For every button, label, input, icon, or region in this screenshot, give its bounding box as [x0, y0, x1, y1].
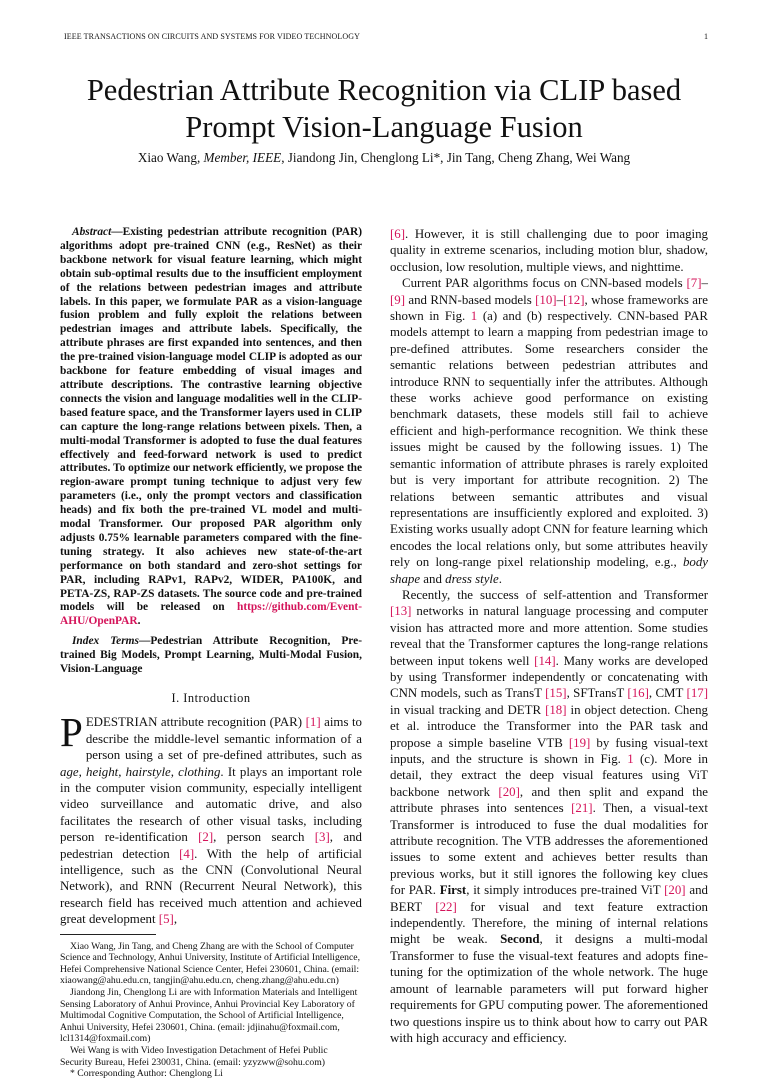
body-text: , CMT [648, 686, 687, 701]
citation-link[interactable]: [3] [314, 830, 330, 845]
body-text: in object detection. Cheng et al. introduce the Transformer into the PAR task and propose a simple baseline VTB [390, 702, 708, 750]
body-text: , SFTransT [566, 686, 628, 701]
paragraph-transformer [390, 587, 708, 1046]
emphasis: body shape [390, 555, 708, 586]
paragraph-par-algorithms [390, 275, 708, 587]
code-link[interactable]: https://github.com/Event-AHU/OpenPAR [60, 601, 362, 628]
citation-link[interactable]: [18] [545, 702, 567, 717]
abstract [60, 226, 362, 629]
section-heading: I. Introduction [171, 691, 251, 705]
emphasis-second: Second [500, 932, 540, 947]
citation-link[interactable]: [16] [627, 686, 649, 701]
attribute-examples: age, height, hairstyle, clothing [60, 764, 221, 779]
body-text: networks in natural language processing and computer vision has attracted more and more attention. Some studies reveal that the Transformer captures the long-range relations between input tokens well [390, 604, 708, 668]
right-column [390, 226, 708, 1046]
citation-link[interactable]: [20] [664, 883, 686, 898]
body-text: , it simply introduces pre-trained ViT [466, 883, 665, 898]
citation-link[interactable]: [17] [686, 686, 709, 701]
citation-link[interactable]: [10] [535, 292, 557, 307]
emphasis-first: First [439, 883, 467, 898]
authors-member: Member, IEEE [203, 150, 282, 165]
citation-link[interactable]: [13] [390, 604, 412, 619]
intro-text: , and pedestrian detection [60, 830, 362, 861]
body-text: and [420, 571, 446, 586]
intro-text: aims to describe the middle-level semantic information of a person using a set of pre-defined attributes, such as [85, 715, 362, 763]
left-column [60, 226, 362, 1080]
author-list [40, 150, 728, 166]
body-text: , and then split and expand the attribute phrases into sentences [390, 784, 709, 816]
body-text: – [556, 292, 564, 307]
abstract-label: Abstract [72, 226, 112, 238]
citation-link[interactable]: [9] [390, 292, 406, 307]
authors-part-b: , Jiandong Jin, Chenglong Li*, Jin Tang, Cheng Zhang, Wei Wang [281, 150, 631, 165]
body-text: , it designs a multi-modal Transformer to fuse the visual-text features and adopts fine-tuning for the optimization of the whole network. The huge amount of learnable parameters will put forward higher requirements for GPU computing power. The aforementioned two questions inspire us to think about how to carry out PAR with high accuracy and efficiency. [390, 932, 709, 1045]
footnote-affiliation-1: Xiao Wang, Jin Tang, and Cheng Zhang are with the School of Computer Science and Technology, Anhui University, Institute of Artificial Intelligence, Hefei Comprehensive National Science Center, Hefei 230601, China. (email: xiaowang@ahu.edu.cn, tangjin@ahu.edu.cn, cheng.zhang@ahu.edu.cn) [60, 940, 361, 987]
footnote-affiliation-2: Jiandong Jin, Chenglong Li are with Information Materials and Intelligent Sensing Laboratory of Anhui Province, Anhui Provincial Key Laboratory of Multimodal Cognitive Computation, the School of Artificial Intelligence, Anhui University, Hefei 230601, China. (email: jdjinahu@foxmail.com, lcl1314@foxmail.com) [60, 987, 358, 1045]
index-terms [60, 635, 362, 677]
index-terms-text: —Pedestrian Attribute Recognition, Pre-trained Big Models, Prompt Learning, Multi-Modal Fusion, Vision-Language [60, 635, 362, 676]
citation-link[interactable]: [20] [498, 784, 520, 799]
abstract-text: —Existing pedestrian attribute recognition (PAR) algorithms adopt pre-trained CNN (e.g., ResNet) as their backbone network for visual feature learning, which might obtain sub-optimal results due to the insufficient employment of the relations between pedestrian images and attribute labels. In this paper, we formulate PAR as a vision-language fusion problem and fully exploit the relations between pedestrian images and attribute labels. Specifically, the attribute phrases are first expanded into sentences, and then the pre-trained vision-language model CLIP is adopted as our backbone for feature embedding of visual images and attribute descriptions. The contrastive learning objective connects the vision and language modalities well in the CLIP-based feature space, and the Transformer layers used in CLIP can capture the long-range relations between pixels. Then, a multi-modal Transformer is adopted to fuse the dual features effectively and feed-forward network is used to predict attributes. To optimize our network efficiently, we propose the region-aware prompt tuning technique to adjust very few parameters (i.e., only the prompt vectors and classification heads) and fix both the pre-trained VL model and multi-modal Transformer. Our proposed PAR algorithm only adjusts 0.75% learnable parameters compared with the fine-tuning strategy. It also achieves new state-of-the-art performance on both standard and zero-shot settings for PAR, including RAPv1, RAPv2, WIDER, PA100K, and PETA-ZS, RAP-ZS datasets. The source code and pre-trained models will be released on [60, 226, 362, 614]
citation-link[interactable]: [1] [305, 715, 321, 730]
body-text: and BERT [390, 883, 708, 914]
intro-paragraph [60, 709, 362, 927]
body-text: (a) and (b) respectively. CNN-based PAR models attempt to learn a mapping from pedestrian image to pre-defined attributes. Some researchers consider the semantic relations between pedestrian attributes and introduce RNN to sequentially infer the attributes. Although these works achieve good performance on existing benchmark datasets, these models still fail to achieve efficient and high-performance recognition. We think these issues might be caused by the following issues. 1) The semantic information of attribute phrases is rarely exploited but is very important for attribute recognition. 2) The relations between semantic attributes and visual representations are insufficiently explored and exploited. 3) Existing works usually adopt CNN for feature learning which encodes the local relations only, but some attributes heavily rely on long-range pixel relationship modeling, e.g., [390, 309, 708, 570]
body-text: Current PAR algorithms focus on CNN-based models [402, 276, 687, 291]
intro-text: , [173, 912, 178, 927]
citation-link[interactable]: [5] [158, 912, 174, 927]
body-text: and RNN-based models [405, 292, 536, 307]
intro-text: EDESTRIAN attribute recognition (PAR) [85, 715, 306, 730]
running-head: IEEE TRANSACTIONS ON CIRCUITS AND SYSTEMS FOR VIDEO TECHNOLOGY [64, 32, 360, 41]
citation-link[interactable]: [14] [534, 653, 556, 668]
figure-link[interactable]: 1 [627, 752, 634, 766]
citation-link[interactable]: [21] [571, 801, 593, 816]
body-text: . Many works are developed by using Transformer independently or concatenating with CNN models, such as TransT [390, 653, 709, 701]
body-text: – [701, 276, 708, 291]
citation-link[interactable]: [12] [563, 292, 585, 307]
body-text: . However, it is still challenging due to poor imaging quality in extreme scenarios, including motion blur, shadow, occlusion, low resolution, multiple views, and nighttime. [390, 227, 708, 274]
emphasis: dress style [445, 571, 499, 586]
citation-link[interactable]: [19] [568, 735, 591, 750]
body-text: . Then, a visual-text Transformer is introduced to fuse the dual modalities for attribute recognition. The VTB addresses the aforementioned issues to some extent and achieves better results than previous works, but it still ignores the following key clues for PAR. [390, 801, 708, 898]
figure-link[interactable]: 1 [470, 309, 478, 324]
body-text: in visual tracking and DETR [390, 702, 546, 717]
page-number: 1 [704, 32, 708, 41]
body-text: (c). More in detail, they extract the deep visual features using ViT backbone network [390, 752, 708, 799]
paragraph-continued [390, 226, 708, 275]
authors-part-a: Xiao Wang, [137, 150, 204, 165]
citation-link[interactable]: [2] [198, 830, 214, 845]
citation-link[interactable]: [22] [435, 899, 457, 914]
body-text: by fusing visual-text inputs, and the structure is shown in Fig. [390, 735, 708, 766]
intro-text: . With the help of artificial intelligence, such as the CNN (Convolutional Neural Network), and RNN (Recurrent Neural Network), this research field has received much attention and achieved great development [60, 846, 362, 927]
index-terms-label: Index Terms [72, 635, 139, 648]
footnote-divider [60, 934, 156, 935]
citation-link[interactable]: [6] [390, 227, 406, 241]
intro-text: , person search [213, 830, 315, 845]
body-text: Recently, the success of self-attention and Transformer [402, 587, 708, 602]
drop-cap: P [60, 709, 83, 756]
title-line-2: Prompt Vision-Language Fusion [185, 110, 583, 144]
body-text: , whose frameworks are shown in Fig. [390, 292, 708, 324]
citation-link[interactable]: [4] [179, 846, 195, 861]
footnote-corresponding: * Corresponding Author: Chenglong Li [70, 1068, 223, 1080]
citation-link[interactable]: [15] [545, 686, 567, 701]
paper-title [40, 72, 728, 146]
body-text: . [498, 571, 502, 586]
intro-text: . It plays an important role in the computer vision community, especially intelligent video surveillance and automatic drive, and also facilitates the research of other visual tasks, including person re-identification [60, 764, 362, 845]
body-text: for visual and text feature extraction independently. Therefore, the mining of internal relations might be weak. [390, 899, 708, 947]
footnote-affiliation-3: Wei Wang is with Video Investigation Detachment of Hefei Public Security Bureau, Hefei 230031, China. (email: yzyzww@sohu.com) [60, 1045, 328, 1068]
title-line-1: Pedestrian Attribute Recognition via CLIP based [86, 73, 682, 107]
citation-link[interactable]: [7] [686, 276, 702, 291]
abstract-end: . [137, 615, 141, 628]
